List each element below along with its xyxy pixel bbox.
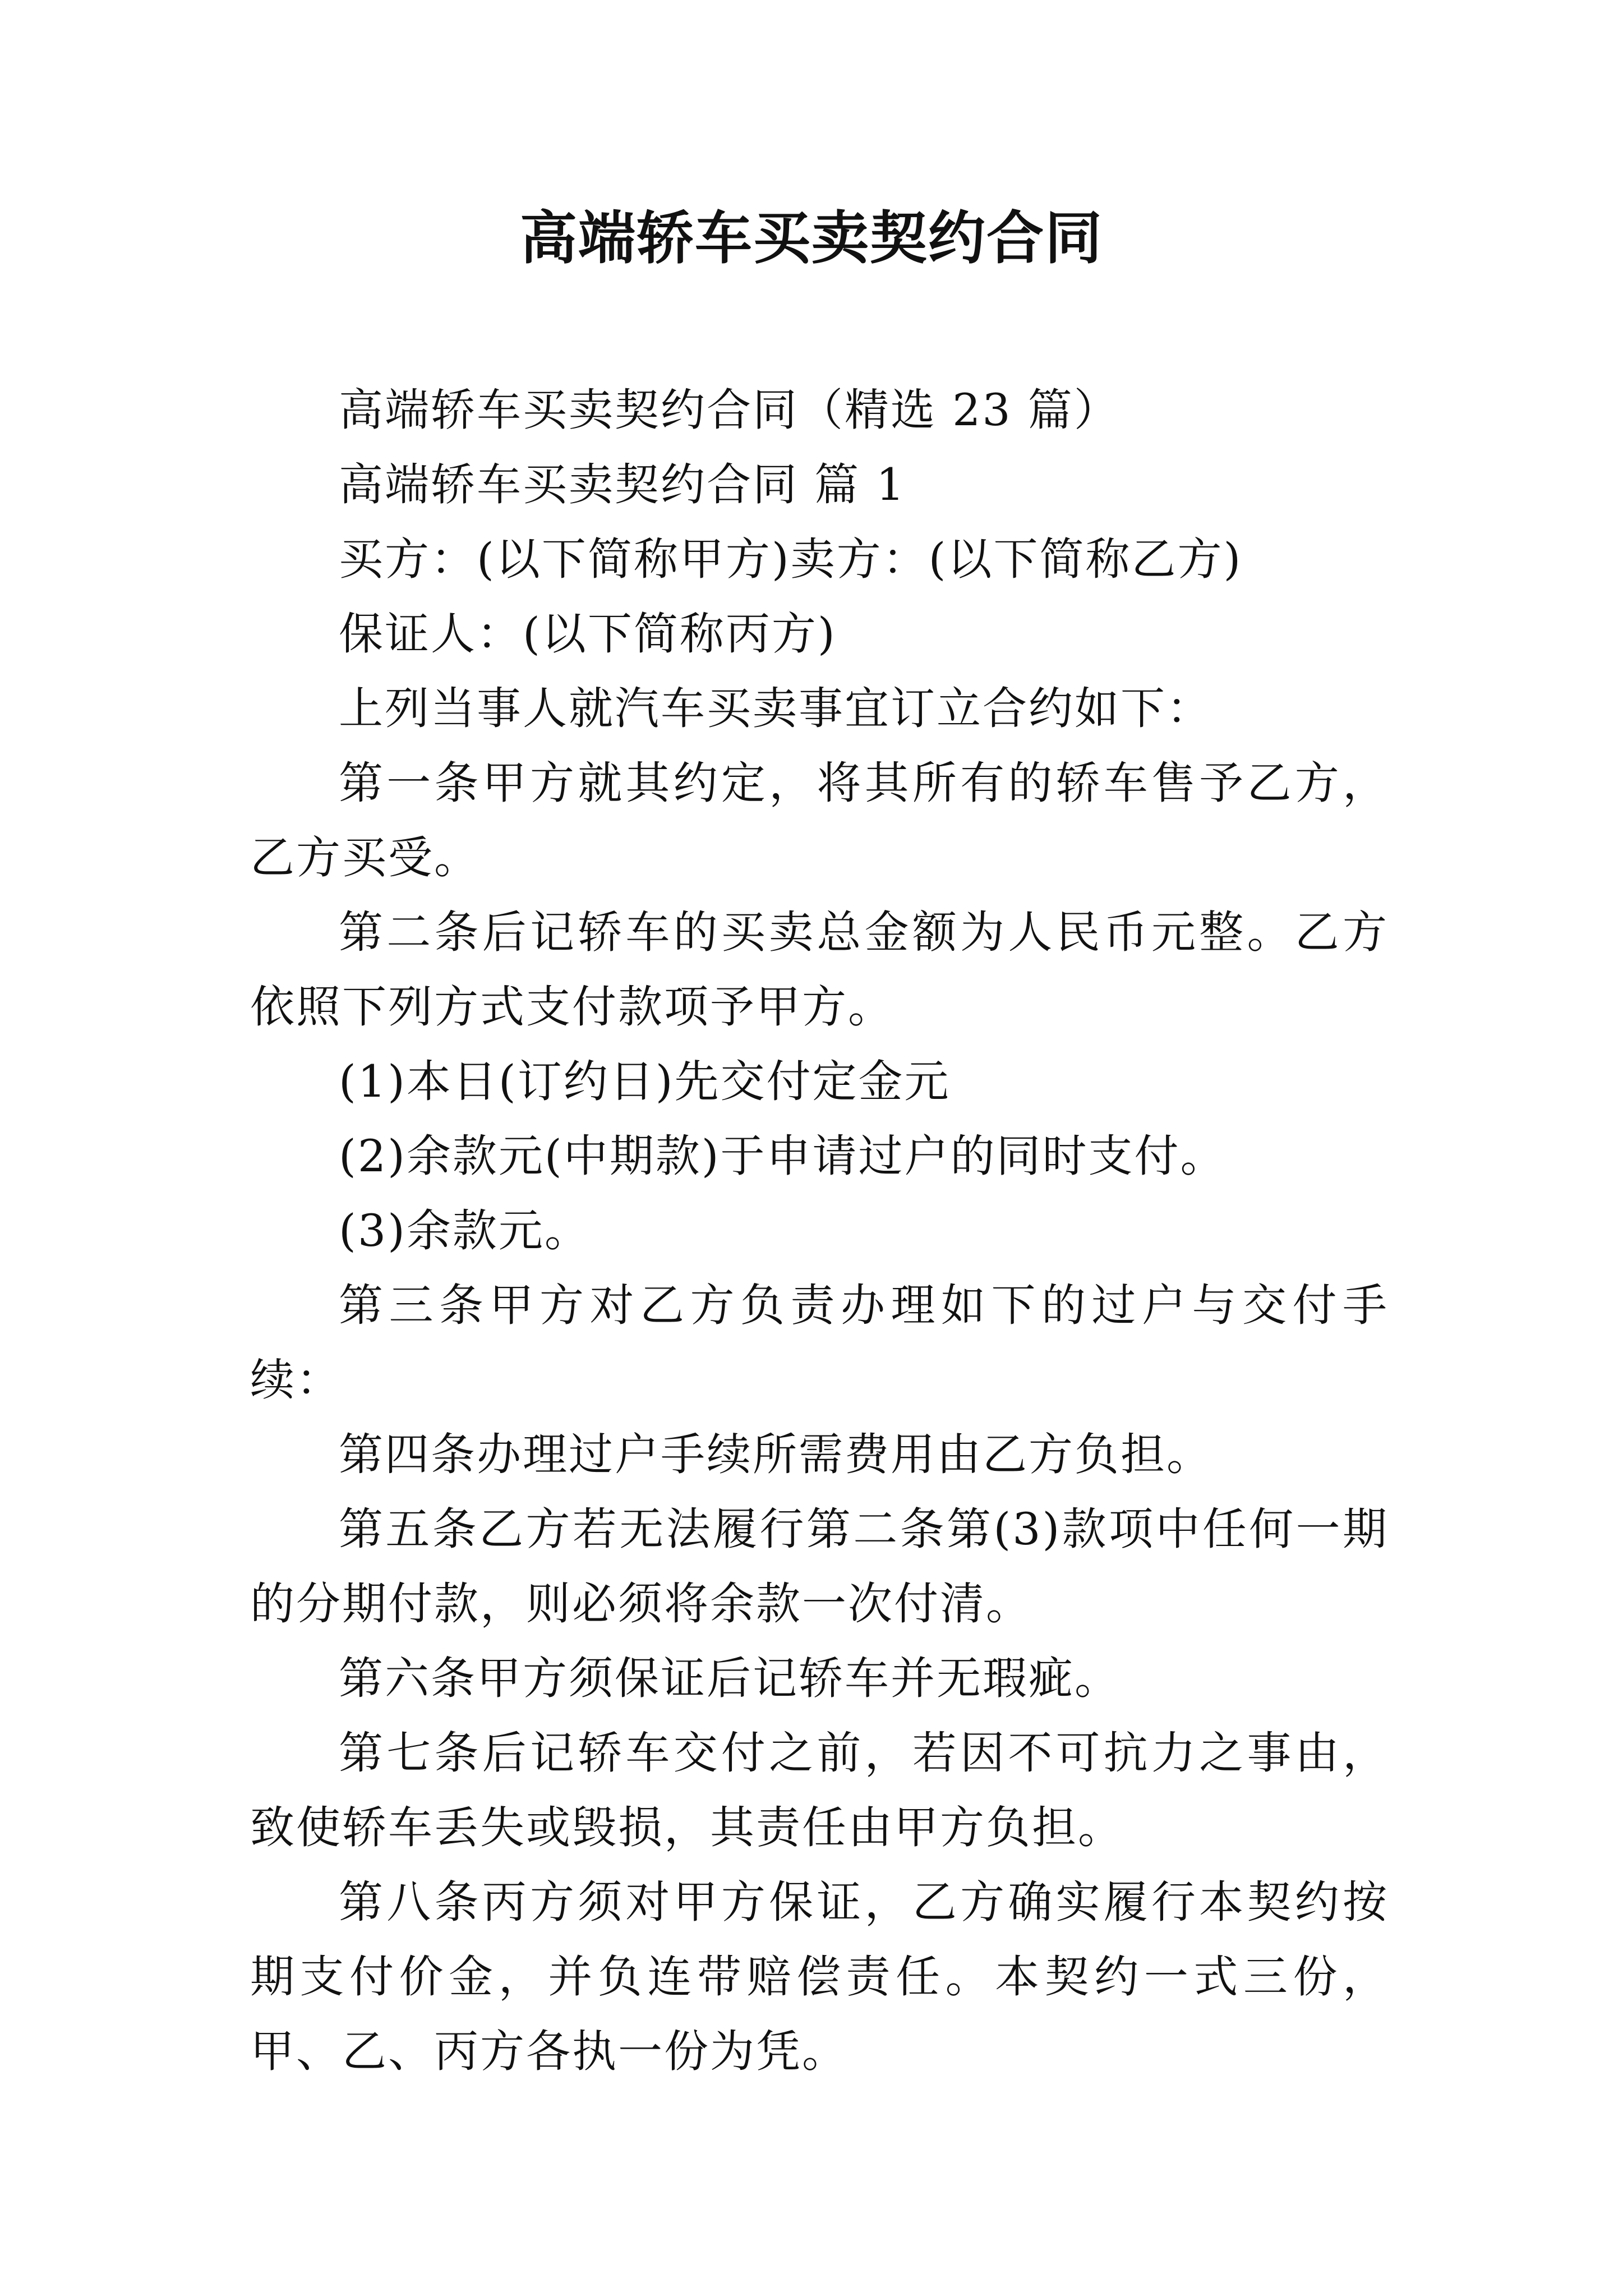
paragraph-section-heading: 高端轿车买卖契约合同 篇 1 bbox=[339, 459, 906, 510]
paragraph-article-1: 第一条甲方就其约定，将其所有的轿车售予乙方，乙方买受。 bbox=[250, 757, 1389, 884]
paragraph-article-3: 第三条甲方对乙方负责办理如下的过户与交付手续： bbox=[250, 1280, 1389, 1406]
paragraph-article-7: 第七条后记轿车交付之前，若因不可抗力之事由，致使轿车丢失或毁损，其责任由甲方负担。 bbox=[250, 1727, 1389, 1853]
document-body bbox=[250, 373, 1389, 2089]
paragraph-article-5: 第五条乙方若无法履行第二条第(3)款项中任何一期的分期付款，则必须将余款一次付清。 bbox=[250, 1503, 1389, 1630]
document-title: 高端轿车买卖契约合同 bbox=[520, 205, 1103, 272]
paragraph-guarantor: 保证人：(以下简称丙方) bbox=[339, 608, 837, 660]
paragraph-payment-1: (1)本日(订约日)先交付定金元 bbox=[339, 1056, 951, 1107]
paragraph-article-6: 第六条甲方须保证后记轿车并无瑕疵。 bbox=[339, 1653, 1121, 1704]
paragraph-article-8: 第八条丙方须对甲方保证，乙方确实履行本契约按期支付价金，并负连带赔偿责任。本契约一式三份，甲、乙、丙方各执一份为凭。 bbox=[250, 1876, 1389, 2077]
paragraph-payment-3: (3)余款元。 bbox=[339, 1205, 591, 1257]
paragraph-subtitle: 高端轿车买卖契约合同（精选 23 篇） bbox=[339, 384, 1120, 436]
paragraph-preamble: 上列当事人就汽车买卖事宜订立合约如下： bbox=[339, 683, 1212, 734]
paragraph-payment-2: (2)余款元(中期款)于申请过户的同时支付。 bbox=[339, 1130, 1227, 1182]
paragraph-article-4: 第四条办理过户手续所需费用由乙方负担。 bbox=[339, 1429, 1212, 1480]
paragraph-parties: 买方：(以下简称甲方)卖方：(以下简称乙方) bbox=[339, 533, 1243, 585]
paragraph-article-2: 第二条后记轿车的买卖总金额为人民币元整。乙方依照下列方式支付款项予甲方。 bbox=[250, 907, 1389, 1033]
